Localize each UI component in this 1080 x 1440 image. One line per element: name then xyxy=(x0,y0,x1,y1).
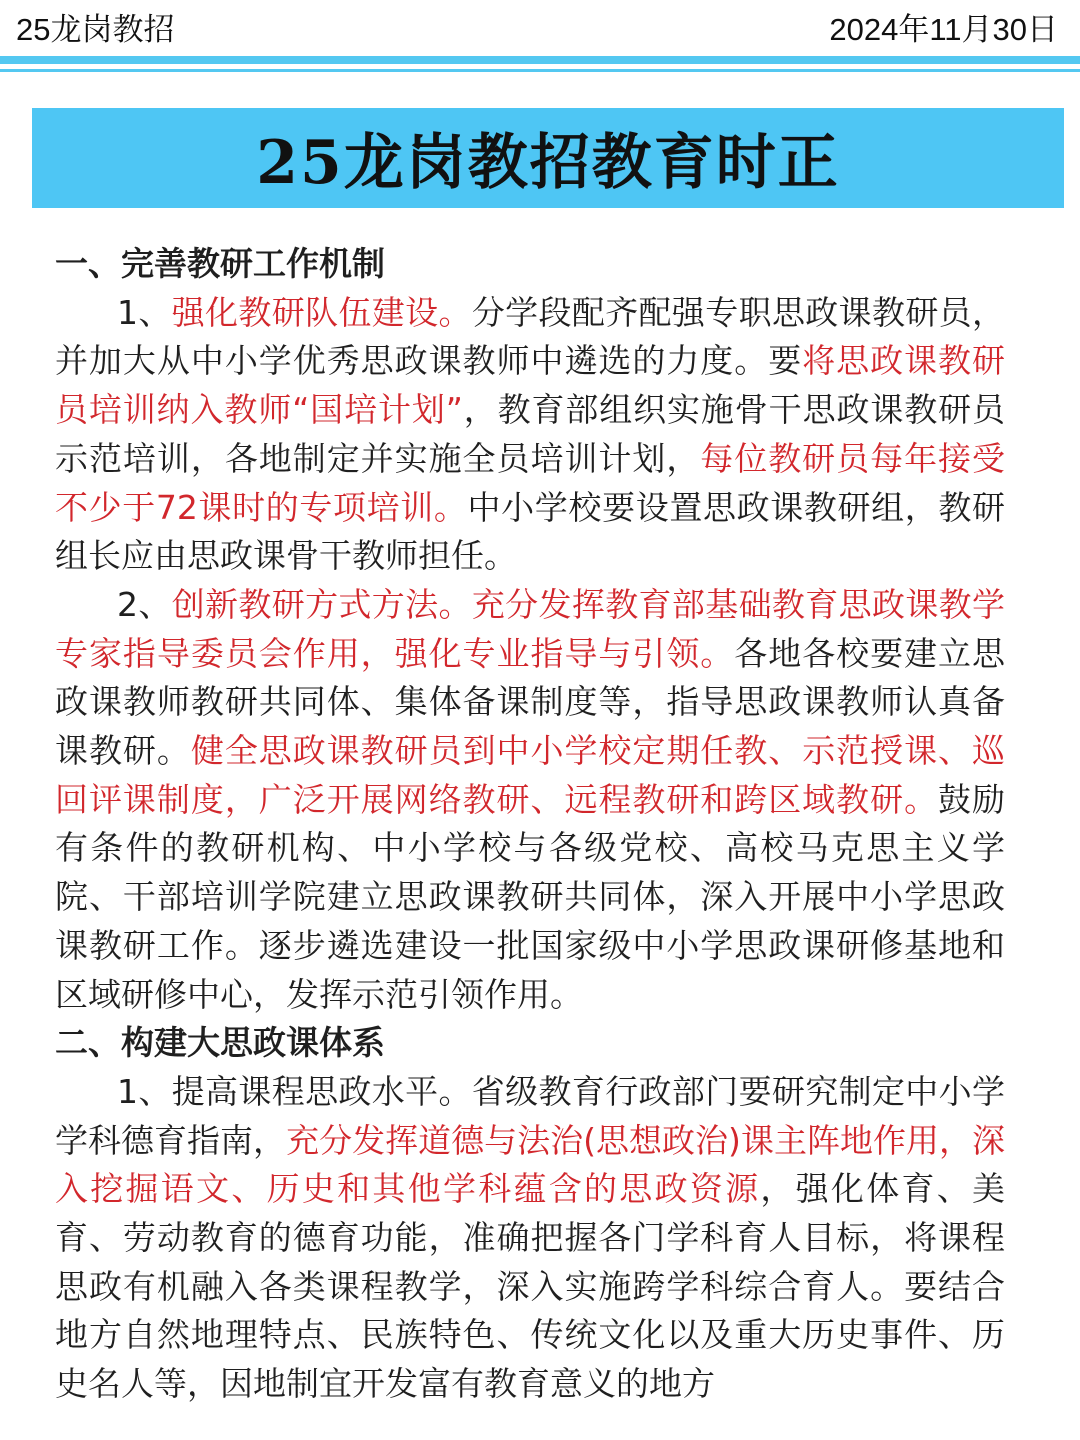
paragraph-run: 中小学校要设置思政课教研组，教研组长应由思政课骨干教师担任。 xyxy=(55,487,1005,576)
paragraph-run-highlight: 将思政课教研员培训纳入教师“国培计划” xyxy=(55,341,1006,430)
paragraph-run-highlight: 强化教研队伍建设。 xyxy=(171,292,472,332)
paragraph-run: 2、 xyxy=(117,584,172,624)
brand-label: 25龙岗教招 xyxy=(16,12,175,47)
paragraph-run: 分学段配齐配强专职思政课教研员，并加大从中小学优秀思政课教师中遴选的力度。要 xyxy=(55,292,1006,381)
paragraph-2-1 xyxy=(55,1068,1005,1409)
paragraph-run: 1、提高课程思政水平。省级教育行政部门要研究制定中小学学科德育指南， xyxy=(55,1071,1005,1160)
page-title: 25龙岗教招教育时正 xyxy=(256,128,840,198)
paragraph-run-highlight: 创新教研方式方法。充分发挥教育部基础教育思政课教学专家指导委员会作用，强化专业指导与引领。 xyxy=(55,584,1006,673)
section-heading-1: 一、完善教研工作机制 xyxy=(55,244,385,283)
paragraph-run: 1、 xyxy=(117,292,172,332)
date-label: 2024年11月30日 xyxy=(829,12,1058,47)
section-heading-2: 二、构建大思政课体系 xyxy=(55,1023,385,1063)
title-banner xyxy=(32,108,1064,208)
top-bar xyxy=(0,0,1080,56)
paragraph-1-1 xyxy=(55,289,1005,581)
paragraph-run-highlight: 每位教研员每年接受不少于72课时的专项培训。 xyxy=(55,438,1006,527)
paragraph-run-highlight: 充分发挥道德与法治(思想政治)课主阵地作用，深入挖掘语文、历史和其他学科蕴含的思政资源 xyxy=(55,1120,1006,1209)
paragraph-run: 鼓励有条件的教研机构、中小学校与各级党校、高校马克思主义学院、干部培训学院建立思政课教研共同体，深入开展中小学思政课教研工作。逐步遴选建设一批国家级中小学思政课研修基地和区域研修中心，发挥示范引领作用。 xyxy=(55,779,1006,1014)
article-body xyxy=(55,240,1005,1409)
paragraph-run-highlight: 健全思政课教研员到中小学校定期任教、示范授课、巡回评课制度，广泛开展网络教研、远程教研和跨区域教研。 xyxy=(55,731,1006,819)
paragraph-run: 各地各校要建立思政课教师教研共同体、集体备课制度等，指导思政课教师认真备课教研。 xyxy=(55,633,1006,771)
header-rule-thick xyxy=(0,56,1080,64)
header-rule-thin xyxy=(0,69,1080,72)
paragraph-run: ，强化体育、美育、劳动教育的德育功能，准确把握各门学科育人目标，将课程思政有机融入各类课程教学，深入实施跨学科综合育人。要结合地方自然地理特点、民族特色、传统文化以及重大历史事件、历史名人等，因地制宜开发富有教育意义的地方 xyxy=(55,1169,1006,1404)
paragraph-1-2 xyxy=(55,581,1005,1019)
paragraph-run: ，教育部组织实施骨干思政课教研员示范培训，各地制定并实施全员培训计划， xyxy=(55,390,1005,478)
